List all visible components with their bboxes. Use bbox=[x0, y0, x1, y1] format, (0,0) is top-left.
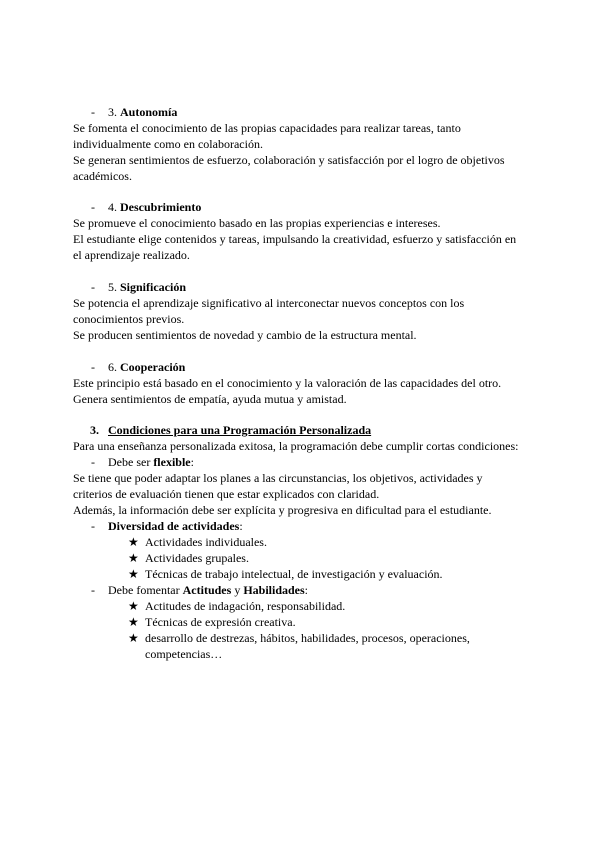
principle-number: 3. bbox=[108, 105, 117, 119]
bullet-dash: - bbox=[91, 583, 95, 597]
star-bullet-icon: ★ bbox=[128, 599, 139, 613]
condition-keyword: Actitudes bbox=[182, 583, 232, 597]
bullet-dash: - bbox=[91, 105, 95, 119]
principle-heading bbox=[108, 279, 186, 295]
list-item: Actitudes de indagación, responsabilidad. bbox=[145, 599, 346, 613]
paragraph-line: criterios de evaluación tienen que estar explicados con claridad. bbox=[73, 487, 380, 501]
paragraph-line: Se fomenta el conocimiento de las propias capacidades para realizar tareas, tanto bbox=[73, 121, 461, 135]
principle-heading bbox=[108, 199, 201, 215]
principle-heading bbox=[108, 104, 177, 120]
star-bullet-icon: ★ bbox=[128, 615, 139, 629]
paragraph-line: Se potencia el aprendizaje significativo al interconectar nuevos conceptos con los bbox=[73, 296, 465, 310]
star-bullet-icon: ★ bbox=[128, 631, 139, 645]
paragraph-line: Se promueve el conocimiento basado en las propias experiencias e intereses. bbox=[73, 216, 441, 230]
condition-keyword: Diversidad de actividades bbox=[108, 519, 240, 533]
section-number: 3. bbox=[90, 423, 99, 437]
star-bullet-icon: ★ bbox=[128, 535, 139, 549]
star-bullet-icon: ★ bbox=[128, 567, 139, 581]
paragraph-line: académicos. bbox=[73, 169, 132, 183]
paragraph-line: Se generan sentimientos de esfuerzo, colaboración y satisfacción por el logro de objetivos bbox=[73, 153, 505, 167]
section-intro: Para una enseñanza personalizada exitosa, la programación debe cumplir cortas condiciones: bbox=[73, 439, 519, 453]
principle-number: 5. bbox=[108, 280, 117, 294]
list-item: Técnicas de expresión creativa. bbox=[145, 615, 296, 629]
condition-flexible bbox=[108, 454, 194, 470]
list-item: desarrollo de destrezas, hábitos, habilidades, procesos, operaciones, bbox=[145, 631, 470, 645]
principle-title: Cooperación bbox=[120, 360, 186, 374]
principle-number: 4. bbox=[108, 200, 117, 214]
principle-title: Descubrimiento bbox=[120, 200, 202, 214]
condition-diversity bbox=[108, 518, 243, 534]
condition-keyword: flexible bbox=[153, 455, 191, 469]
condition-colon: : bbox=[239, 519, 243, 533]
paragraph-line: Se producen sentimientos de novedad y cambio de la estructura mental. bbox=[73, 328, 417, 342]
condition-keyword: Habilidades bbox=[243, 583, 305, 597]
principle-title: Autonomía bbox=[120, 105, 178, 119]
bullet-dash: - bbox=[91, 280, 95, 294]
bullet-dash: - bbox=[91, 519, 95, 533]
paragraph-line: Este principio está basado en el conocimiento y la valoración de las capacidades del otro. bbox=[73, 376, 502, 390]
paragraph-line: conocimientos previos. bbox=[73, 312, 185, 326]
condition-colon: : bbox=[190, 455, 194, 469]
paragraph-line: el aprendizaje realizado. bbox=[73, 248, 190, 262]
principle-number: 6. bbox=[108, 360, 117, 374]
paragraph-line: individualmente como en colaboración. bbox=[73, 137, 263, 151]
principle-heading bbox=[108, 359, 185, 375]
bullet-dash: - bbox=[91, 200, 95, 214]
list-item: Actividades individuales. bbox=[145, 535, 267, 549]
condition-colon: : bbox=[304, 583, 309, 597]
condition-prefix: Debe fomentar bbox=[108, 583, 180, 597]
list-item: Técnicas de trabajo intelectual, de investigación y evaluación. bbox=[145, 567, 443, 581]
condition-prefix: Debe ser bbox=[108, 455, 151, 469]
bullet-dash: - bbox=[91, 360, 95, 374]
principle-title: Significación bbox=[120, 280, 187, 294]
paragraph-line: Se tiene que poder adaptar los planes a las circunstancias, los objetivos, actividades y bbox=[73, 471, 483, 485]
condition-connector: y bbox=[234, 583, 241, 597]
list-item: Actividades grupales. bbox=[145, 551, 249, 565]
section-title: Condiciones para una Programación Personalizada bbox=[108, 423, 372, 437]
list-item-continuation: competencias… bbox=[145, 647, 223, 661]
condition-attitudes bbox=[108, 582, 308, 598]
paragraph-line: Además, la información debe ser explícita y progresiva en dificultad para el estudiante. bbox=[73, 503, 492, 517]
star-bullet-icon: ★ bbox=[128, 551, 139, 565]
paragraph-line: El estudiante elige contenidos y tareas, impulsando la creatividad, esfuerzo y satisfacción en bbox=[73, 232, 517, 246]
paragraph-line: Genera sentimientos de empatía, ayuda mutua y amistad. bbox=[73, 392, 347, 406]
bullet-dash: - bbox=[91, 455, 95, 469]
